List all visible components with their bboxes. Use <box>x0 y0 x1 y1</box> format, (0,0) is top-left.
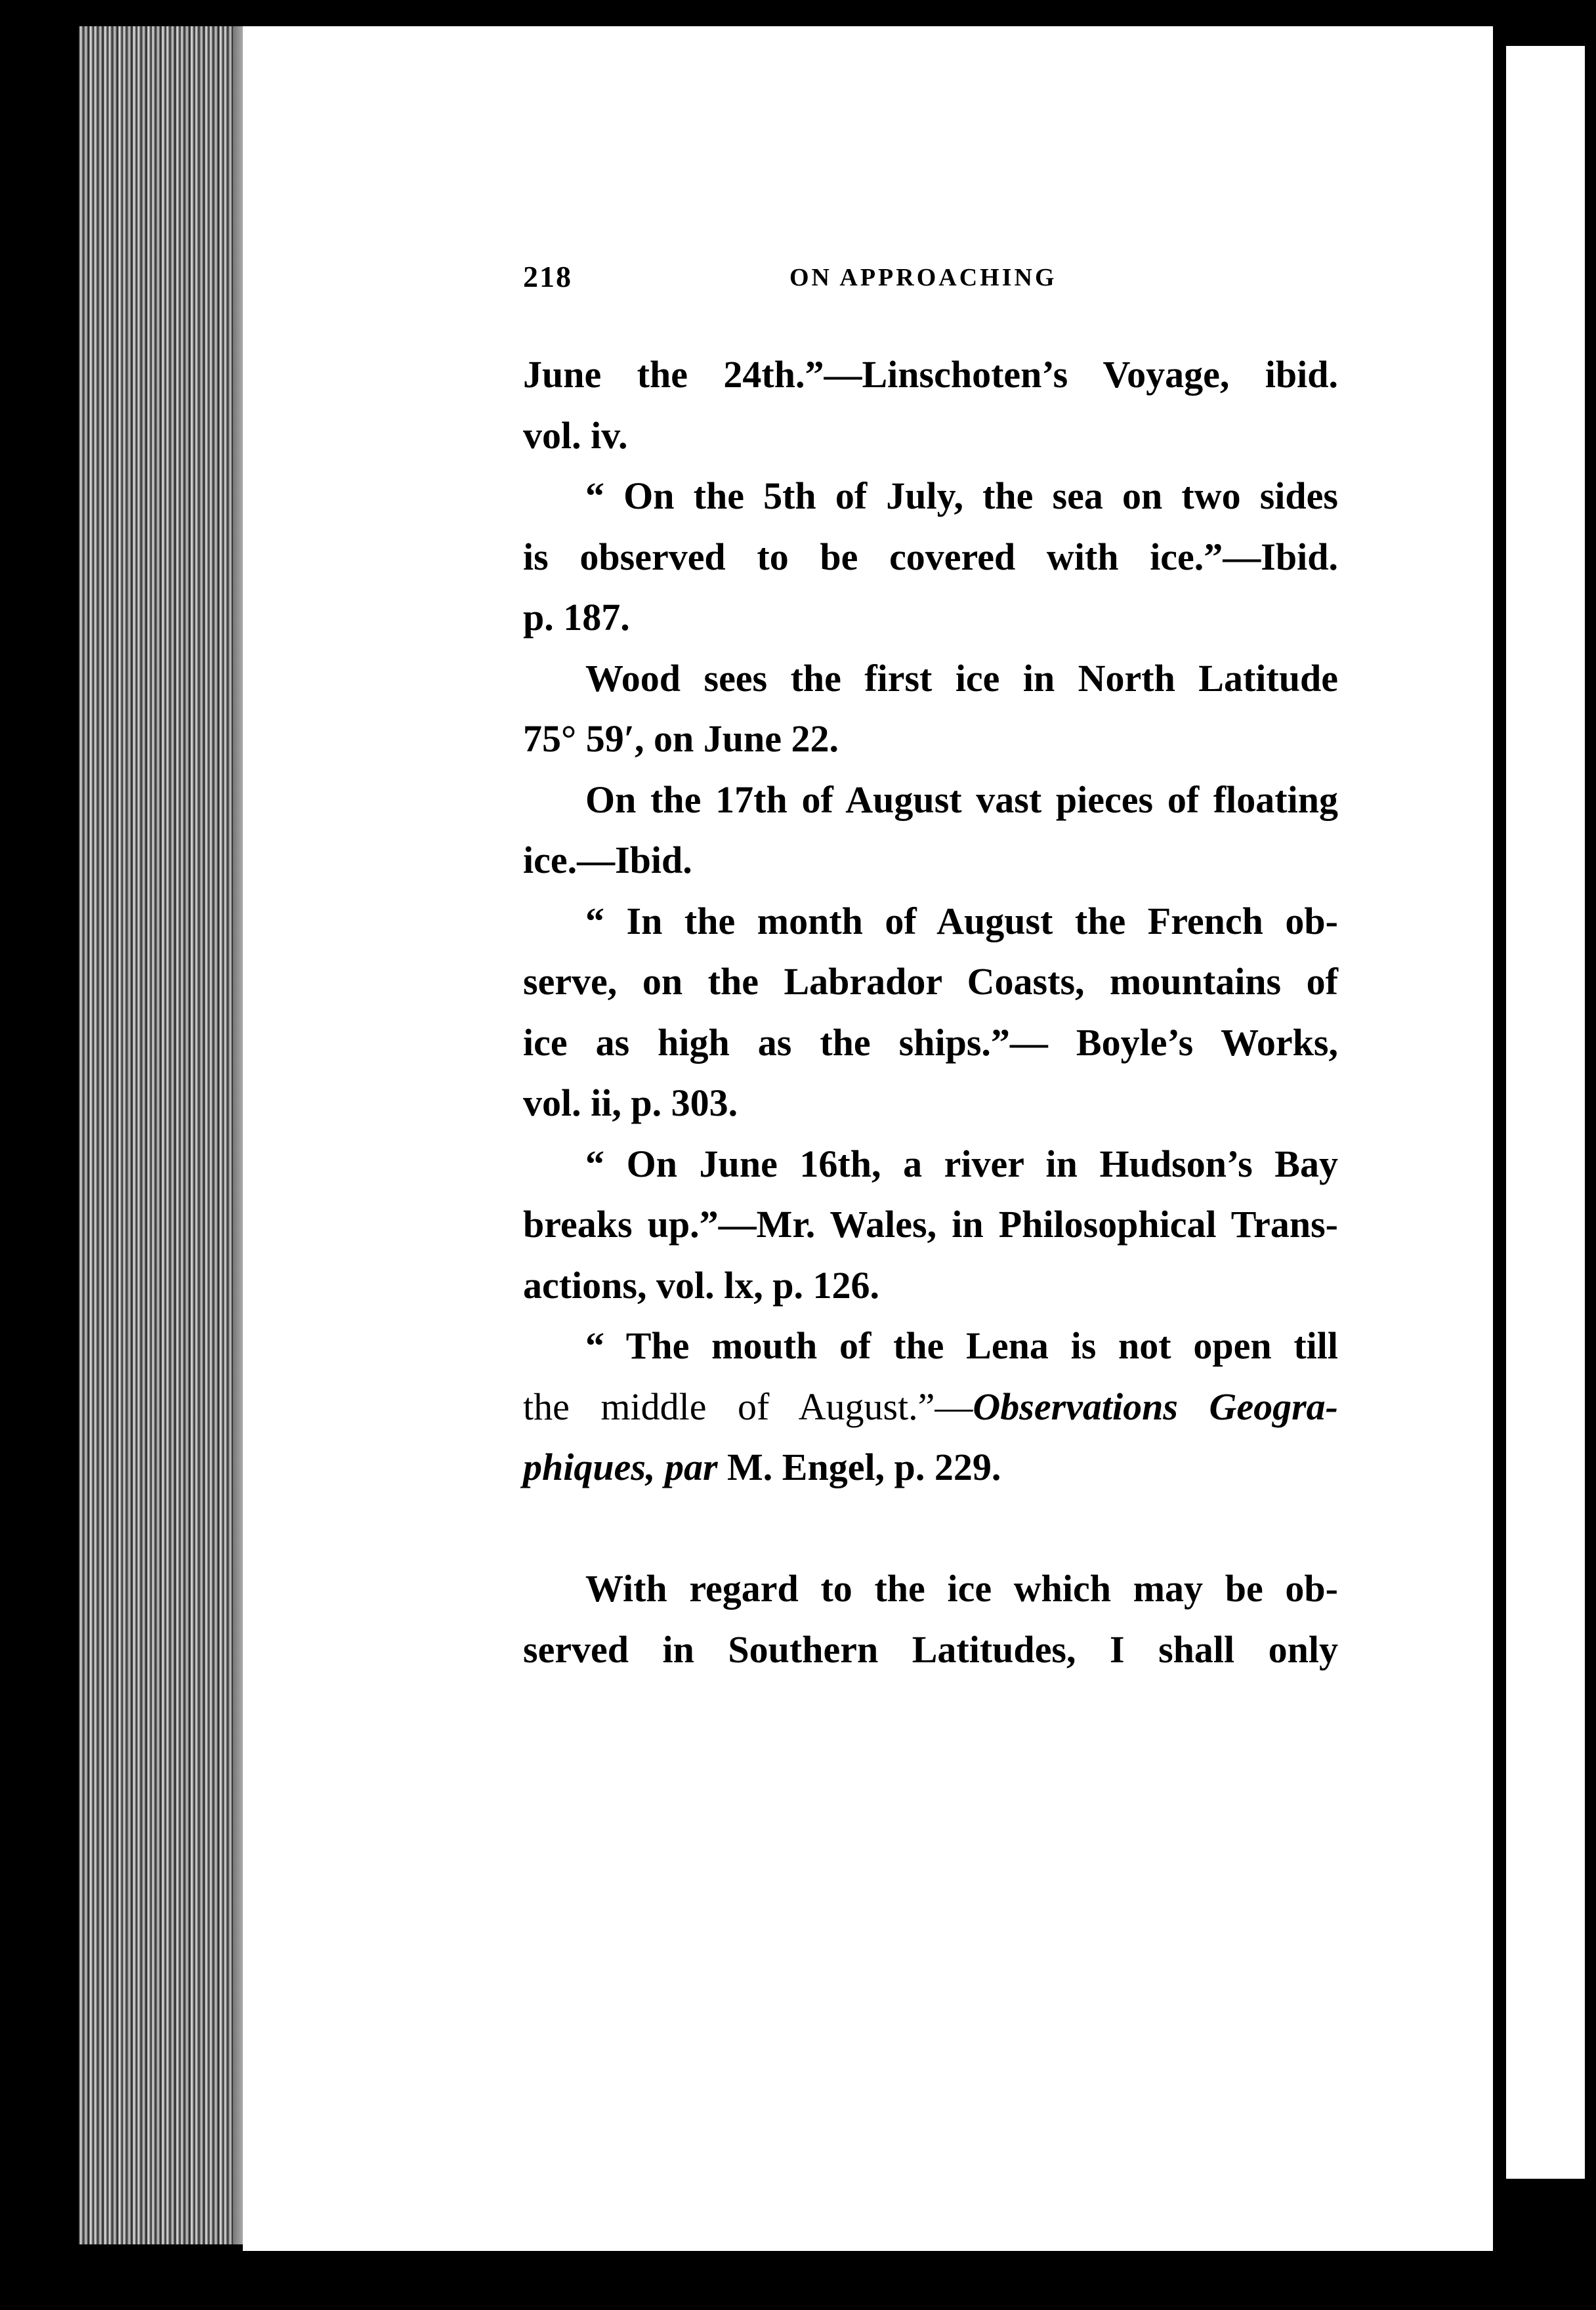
text-line: 75° 59′, on June 22. <box>523 717 839 760</box>
page-header <box>523 259 1338 292</box>
text-line: “ On June 16th, a river in Hudson’s Bay <box>585 1142 1338 1185</box>
paragraph-gap <box>523 1498 1338 1559</box>
text-line: vol. ii, p. 303. <box>523 1082 738 1124</box>
text-line: vol. iv. <box>523 413 628 457</box>
text-line: p. 187. <box>523 596 630 639</box>
text-line: serve, on the Labrador Coasts, mountains of <box>523 960 1338 1003</box>
text-line <box>523 1437 1338 1498</box>
running-head: ON APPROACHING <box>789 264 1057 291</box>
text-line: served in Southern Latitudes, I shall only <box>523 1628 1338 1671</box>
italic-title-fragment: phiques, par <box>523 1446 718 1488</box>
page-body <box>523 345 1338 1680</box>
text-line: ice as high as the ships.”— Boyle’s Works, <box>523 1020 1338 1064</box>
text-fragment: M. Engel, p. 229. <box>717 1446 1001 1488</box>
text-line: June the 24th.”—Linschoten’s Voyage, ibid. <box>523 353 1338 396</box>
text-line: breaks up.”—Mr. Wales, in Philosophical Trans- <box>523 1203 1338 1246</box>
text-line: On the 17th of August vast pieces of floating <box>585 778 1338 821</box>
text-fragment: the middle of August.”— <box>523 1385 973 1428</box>
text-line: Wood sees the first ice in North Latitude <box>585 656 1338 700</box>
text-line: With regard to the ice which may be ob- <box>585 1567 1338 1610</box>
text-line: “ On the 5th of July, the sea on two sides <box>585 474 1338 517</box>
book-page-edges <box>79 26 249 2244</box>
facing-page-edge <box>1506 46 1585 2179</box>
text-line: “ In the month of August the French ob- <box>585 899 1338 942</box>
text-line: actions, vol. lx, p. 126. <box>523 1263 879 1307</box>
text-line: “ The mouth of the Lena is not open till <box>585 1324 1338 1367</box>
text-line: is observed to be covered with ice.”—Ibid. <box>523 535 1338 578</box>
text-line: ice.—Ibid. <box>523 839 692 881</box>
text-line <box>523 1377 1338 1438</box>
italic-title-fragment: Observations Geogra- <box>973 1385 1338 1428</box>
page-number: 218 <box>523 260 572 293</box>
